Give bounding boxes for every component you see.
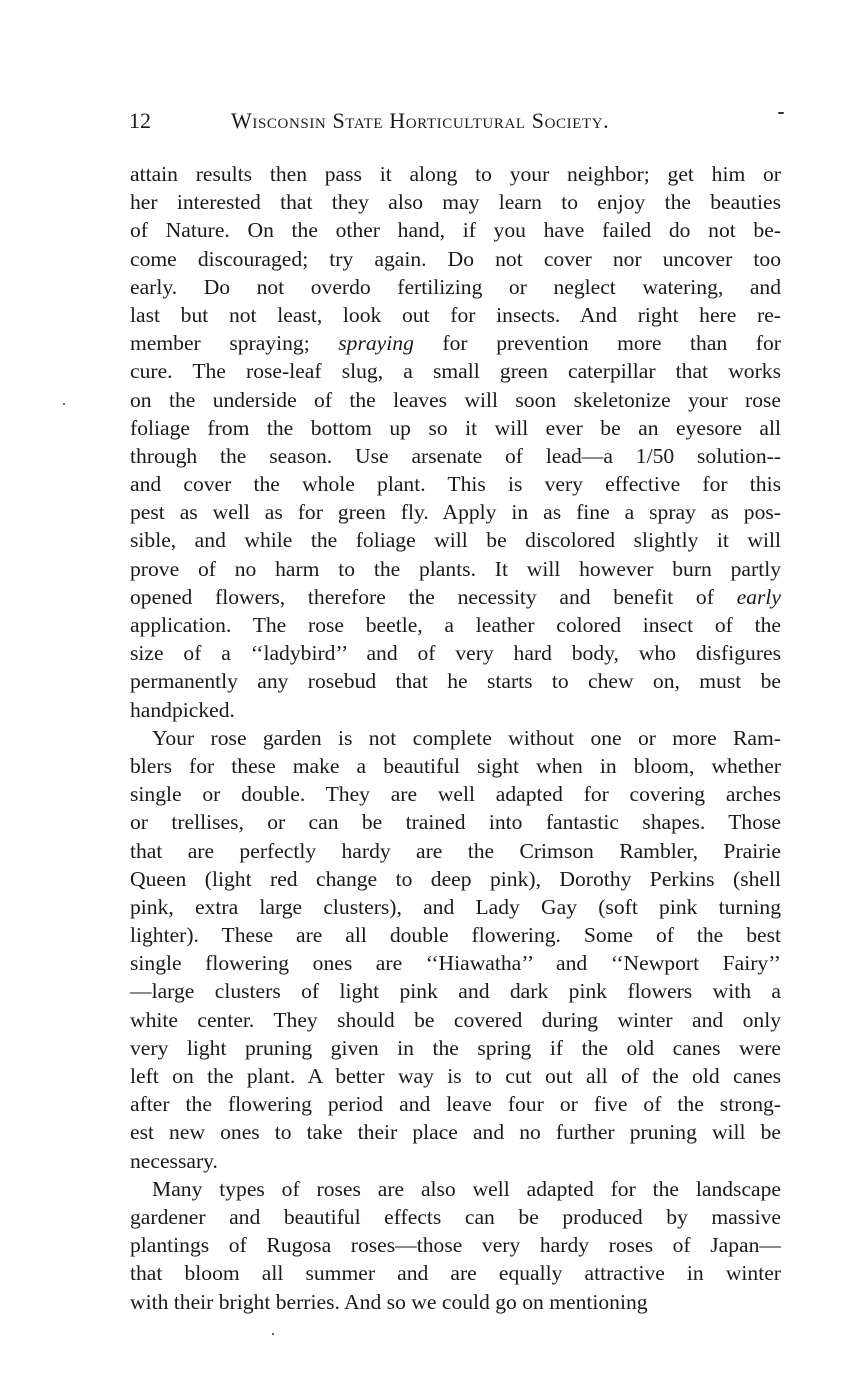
text-line [130,329,781,357]
text-segment: plantings of Rugosa roses—those very hardy roses of Japan— [130,1233,781,1258]
text-line [130,1034,781,1062]
text-line [130,752,781,780]
text-segment: left on the plant. A better way is to cut out all of the old canes [130,1064,781,1088]
text-line [130,977,781,1005]
text-segment: pest as well as for green fly. Apply in as fine a spray as pos- [130,500,781,525]
text-segment: cure. The rose-leaf slug, a small green caterpillar that works [130,359,781,384]
text-line [130,414,781,442]
text-line [130,1231,781,1259]
text-segment: permanently any rosebud that he starts to chew on, must be [130,669,781,694]
text-line [130,1259,781,1287]
text-segment: foliage from the bottom up so it will ever be an eyesore all [130,415,781,440]
text-line [130,639,781,667]
text-segment: pink, extra large clusters), and Lady Gay (soft pink turning [130,894,781,919]
text-segment: for prevention more than for [413,331,781,356]
italic-text: spraying [338,331,414,356]
text-segment: attain results then pass it along to your neighbor; get him or [130,162,781,186]
text-line [130,470,781,498]
text-line [130,442,781,470]
text-line [130,1147,781,1175]
page-header [129,106,779,136]
text-segment: early. Do not overdo fertilizing or neglect watering, and [130,274,781,299]
text-line [130,301,781,329]
text-line [130,611,781,639]
text-segment: of Nature. On the other hand, if you have failed do not be- [130,218,781,243]
text-segment: single or double. They are well adapted for covering arches [130,782,781,807]
text-line [130,1062,781,1090]
text-line [130,921,781,949]
text-line [130,696,781,724]
italic-text: early [736,584,781,609]
text-segment: through the season. Use arsenate of lead—a 1/50 solution-- [130,443,781,468]
text-segment: prove of no harm to the plants. It will however burn partly [130,556,781,581]
text-line [130,780,781,808]
paragraph [130,724,781,1175]
text-segment: Many types of roses are also well adapted for the landscape [152,1176,781,1201]
text-segment: —large clusters of light pink and dark pink flowers with a [130,979,781,1004]
page-number: 12 [129,108,151,133]
text-line [130,893,781,921]
text-segment: size of a ‘‘ladybird’’ and of very hard body, who disfigures [130,641,781,666]
text-segment: or trellises, or can be trained into fantastic shapes. Those [130,810,781,835]
paragraph [130,160,781,724]
scan-speck [272,1333,274,1335]
text-line [130,1203,781,1231]
text-segment: member spraying; [130,331,339,356]
text-line [130,837,781,865]
text-segment: gardener and beautiful effects can be produced by massive [130,1204,781,1229]
text-line [130,1006,781,1034]
text-segment: est new ones to take their place and no further pruning will be [130,1120,781,1145]
text-line [130,1118,781,1146]
text-segment: that are perfectly hardy are the Crimson Rambler, Prairie [130,838,781,863]
text-line [130,808,781,836]
body-text [130,160,781,1316]
text-segment: blers for these make a beautiful sight when in bloom, whether [130,753,781,778]
text-segment: white center. They should be covered during winter and only [130,1007,781,1032]
text-line [130,273,781,301]
text-segment: lighter). These are all double flowering. Some of the best [130,923,781,948]
text-line [130,1288,781,1316]
text-line [130,216,781,244]
text-line [130,245,781,273]
text-segment: sible, and while the foliage will be discolored slightly it will [130,528,781,553]
text-segment: application. The rose beetle, a leather colored insect of the [130,613,781,637]
paragraph [130,1175,781,1316]
text-line [130,667,781,695]
text-segment: and cover the whole plant. This is very effective for this [130,472,781,497]
text-segment: with their bright berries. And so we could go on mentioning [130,1289,648,1314]
text-segment: that bloom all summer and are equally attractive in winter [130,1261,781,1286]
text-segment: very light pruning given in the spring if the old canes were [130,1035,781,1060]
text-segment: her interested that they also may learn to enjoy the beauties [130,190,781,215]
text-segment: after the flowering period and leave four or five of the strong- [130,1092,781,1117]
text-line [130,357,781,385]
text-segment: Your rose garden is not complete without one or more Ram- [152,725,781,750]
text-segment: last but not least, look out for insects. And right here re- [130,302,781,327]
text-segment: handpicked. [130,697,235,722]
text-line [130,1175,781,1203]
text-line [130,724,781,752]
text-line [130,526,781,554]
text-line [130,949,781,977]
text-segment: come discouraged; try again. Do not cover nor uncover too [130,246,781,271]
scan-speck [63,403,65,405]
text-line [130,865,781,893]
text-line [130,160,781,188]
text-segment: opened flowers, therefore the necessity and benefit of [130,584,737,609]
text-line [130,583,781,611]
running-title: Wisconsin State Horticultural Society. [231,108,610,133]
scan-speck [778,112,784,114]
text-line [130,188,781,216]
text-line [130,498,781,526]
text-segment: necessary. [130,1148,218,1173]
text-segment: Queen (light red change to deep pink), Dorothy Perkins (shell [130,866,781,891]
text-line [130,1090,781,1118]
text-line [130,555,781,583]
text-line [130,386,781,414]
text-segment: on the underside of the leaves will soon skeletonize your rose [130,387,781,412]
text-segment: single flowering ones are ‘‘Hiawatha’’ and ‘‘Newport Fairy’’ [130,951,781,976]
